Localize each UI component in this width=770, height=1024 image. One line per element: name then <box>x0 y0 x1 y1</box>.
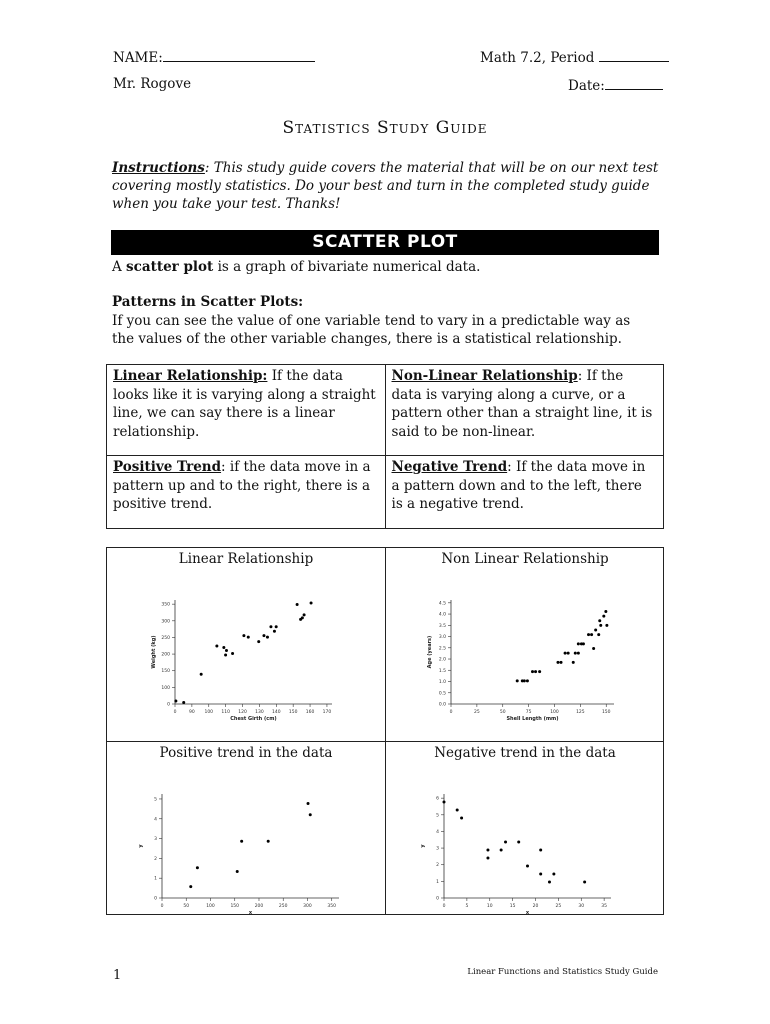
data-point <box>301 616 304 619</box>
data-point <box>303 613 306 616</box>
linear-text: If the data looks like it is varying along a straight line, we can say there is a linear relationship. <box>113 368 376 440</box>
instructions-label: Instructions <box>112 160 205 176</box>
nonlinear-scatter-chart <box>386 548 664 738</box>
chart-title: Non Linear Relationship <box>441 551 609 567</box>
y-tick-label: 0 <box>436 896 439 902</box>
data-point <box>526 679 529 682</box>
y-tick-label: 1.0 <box>438 680 446 686</box>
data-point <box>564 652 567 655</box>
x-tick-label: 0 <box>160 904 164 909</box>
chart-cell-positive <box>107 742 385 925</box>
x-tick-label: 75 <box>525 710 532 715</box>
x-tick-label: 100 <box>550 710 559 715</box>
y-axis-label: Weight (kg) <box>151 635 157 669</box>
positive-scatter-chart <box>107 742 385 914</box>
x-tick-label: 130 <box>255 710 264 715</box>
data-point <box>582 642 585 645</box>
y-tick-label: 0.0 <box>438 702 446 708</box>
chart-cell-negative <box>386 742 664 925</box>
data-point <box>572 661 575 664</box>
y-tick-label: 3.5 <box>438 623 446 629</box>
data-point <box>273 630 276 633</box>
data-point <box>587 633 590 636</box>
data-point <box>486 857 489 860</box>
period-blank[interactable] <box>599 47 669 62</box>
x-tick-label: 35 <box>601 904 608 909</box>
patterns-text: If you can see the value of one variable tend to vary in a predictable way as the values of the other variable changes, there is a statistical relationship. <box>112 313 631 347</box>
instructions <box>112 159 662 213</box>
x-axis-label: Chest Girth (cm) <box>230 716 277 722</box>
intro-rest: is a graph of bivariate numerical data. <box>213 259 481 275</box>
x-tick-label: 0 <box>442 904 446 909</box>
x-tick-label: 350 <box>327 904 337 909</box>
x-tick-label: 100 <box>206 904 215 909</box>
y-tick-label: 150 <box>161 669 170 675</box>
x-tick-label: 200 <box>254 904 264 909</box>
data-point <box>598 619 601 622</box>
x-tick-label: 170 <box>322 710 332 715</box>
scatter-examples-grid <box>106 547 664 915</box>
y-tick-label: 4.5 <box>438 601 446 607</box>
x-axis-label: x <box>248 910 253 914</box>
x-axis-label: Shell Length (mm) <box>506 716 559 722</box>
data-point <box>526 865 529 868</box>
data-point <box>174 700 177 703</box>
nonlinear-text: : If the data is varying along a curve, or a pattern other than a straight line, it is said to be non-linear. <box>391 368 653 440</box>
data-point <box>552 873 555 876</box>
x-tick-label: 0 <box>173 710 177 715</box>
data-point <box>604 610 607 613</box>
y-tick-label: 4 <box>436 829 439 835</box>
data-point <box>523 679 526 682</box>
y-tick-label: 2 <box>436 863 439 869</box>
data-point <box>215 645 218 648</box>
y-tick-label: 0.5 <box>438 691 446 697</box>
chart-title: Positive trend in the data <box>159 745 333 761</box>
data-point <box>309 813 312 816</box>
y-axis-label: y <box>138 844 144 848</box>
x-tick-label: 5 <box>465 904 469 909</box>
date-label: Date: <box>568 78 605 94</box>
data-point <box>602 615 605 618</box>
chart-title: Linear Relationship <box>178 551 314 567</box>
y-tick-label: 4.0 <box>438 612 446 618</box>
data-point <box>538 670 541 673</box>
data-point <box>262 634 265 637</box>
x-tick-label: 25 <box>474 710 480 715</box>
data-point <box>456 809 459 812</box>
data-point <box>605 624 608 627</box>
page-number: 1 <box>113 968 122 983</box>
y-tick-label: 350 <box>161 602 170 608</box>
positive-term: Positive Trend <box>113 459 222 475</box>
data-point <box>257 640 260 643</box>
x-tick-label: 120 <box>238 710 247 715</box>
data-point <box>517 841 520 844</box>
data-point <box>266 636 269 639</box>
data-point <box>182 701 185 704</box>
data-point <box>460 817 463 820</box>
y-tick-label: 1 <box>436 879 439 885</box>
y-tick-label: 3 <box>436 846 439 852</box>
section-banner: SCATTER PLOT <box>111 230 659 255</box>
negative-scatter-chart <box>386 742 664 914</box>
x-tick-label: 125 <box>576 710 585 715</box>
definitions-table <box>106 364 664 529</box>
chart-title: Negative trend in the data <box>434 745 616 761</box>
y-tick-label: 1 <box>154 876 157 882</box>
y-tick-label: 300 <box>161 619 170 625</box>
data-point <box>548 881 551 884</box>
x-tick-label: 10 <box>486 904 493 909</box>
teacher-name: Mr. Rogove <box>113 76 192 92</box>
x-tick-label: 50 <box>499 710 506 715</box>
data-point <box>590 633 593 636</box>
negative-term: Negative Trend <box>391 459 508 475</box>
name-label: NAME: <box>113 50 163 66</box>
data-point <box>242 634 245 637</box>
data-point <box>574 652 577 655</box>
data-point <box>224 653 227 656</box>
y-tick-label: 0 <box>167 702 170 708</box>
nonlinear-definition <box>385 365 664 456</box>
y-tick-label: 2.0 <box>438 657 446 663</box>
y-tick-label: 3.0 <box>438 635 446 641</box>
name-blank[interactable] <box>163 47 315 62</box>
x-tick-label: 50 <box>183 904 190 909</box>
footer-title: Linear Functions and Statistics Study Guide <box>467 967 658 977</box>
data-point <box>200 673 203 676</box>
y-tick-label: 5 <box>436 813 439 819</box>
positive-text: : if the data move in a pattern up and to the right, there is a positive trend. <box>113 459 371 512</box>
positive-definition <box>107 456 386 529</box>
y-tick-label: 5 <box>154 797 157 803</box>
data-point <box>236 870 239 873</box>
chart-cell-nonlinear <box>386 548 664 731</box>
intro-text <box>112 258 480 276</box>
y-axis-label: y <box>420 844 426 848</box>
y-tick-label: 4 <box>154 817 157 823</box>
x-tick-label: 90 <box>189 710 195 715</box>
x-tick-label: 20 <box>532 904 539 909</box>
data-point <box>560 661 563 664</box>
x-tick-label: 160 <box>305 710 315 715</box>
data-point <box>222 646 225 649</box>
data-point <box>500 849 503 852</box>
x-tick-label: 140 <box>271 710 281 715</box>
data-point <box>556 661 559 664</box>
data-point <box>231 652 234 655</box>
linear-scatter-chart <box>107 548 385 738</box>
data-point <box>504 841 507 844</box>
data-point <box>539 849 542 852</box>
data-point <box>443 801 446 804</box>
date-line <box>568 75 663 95</box>
y-tick-label: 3 <box>154 837 157 843</box>
data-point <box>240 840 243 843</box>
data-point <box>225 649 228 652</box>
x-tick-label: 0 <box>449 710 453 715</box>
data-point <box>196 866 199 869</box>
intro-a: A <box>112 259 127 275</box>
data-point <box>267 840 270 843</box>
data-point <box>307 802 310 805</box>
data-point <box>486 849 489 852</box>
y-tick-label: 2.5 <box>438 646 446 652</box>
class-label: Math 7.2, Period <box>480 50 595 66</box>
data-point <box>531 670 534 673</box>
data-point <box>583 881 586 884</box>
x-tick-label: 110 <box>221 710 230 715</box>
x-tick-label: 150 <box>288 710 298 715</box>
data-point <box>310 601 313 604</box>
data-point <box>599 624 602 627</box>
x-axis-label: x <box>525 910 530 914</box>
y-tick-label: 0 <box>154 896 157 902</box>
instructions-text: : This study guide covers the material that will be on our next test covering mostly statistics. Do your best and turn in the completed study guide when you take your test. Thanks! <box>112 160 659 212</box>
data-point <box>269 625 272 628</box>
y-tick-label: 2 <box>154 856 157 862</box>
name-line <box>113 47 315 67</box>
data-point <box>534 670 537 673</box>
data-point <box>296 603 299 606</box>
y-tick-label: 200 <box>161 652 170 658</box>
period-line <box>480 47 669 67</box>
negative-text: : If the data move in a pattern down and to the left, there is a negative trend. <box>391 459 646 512</box>
x-tick-label: 150 <box>601 710 611 715</box>
x-tick-label: 25 <box>555 904 562 909</box>
data-point <box>597 633 600 636</box>
intro-term: scatter plot <box>126 259 214 275</box>
page-title: Statistics Study Guide <box>282 118 488 138</box>
y-tick-label: 250 <box>161 635 170 641</box>
data-point <box>592 647 595 650</box>
chart-cell-linear <box>107 548 385 731</box>
date-blank[interactable] <box>605 75 663 90</box>
y-axis-label: Age (years) <box>427 635 433 669</box>
data-point <box>567 652 570 655</box>
data-point <box>594 629 597 632</box>
linear-term: Linear Relationship: <box>113 368 268 384</box>
patterns-heading: Patterns in Scatter Plots: <box>112 294 304 310</box>
data-point <box>189 885 192 888</box>
x-tick-label: 150 <box>230 904 240 909</box>
x-tick-label: 15 <box>509 904 516 909</box>
data-point <box>577 642 580 645</box>
nonlinear-term: Non-Linear Relationship <box>391 368 578 384</box>
x-tick-label: 250 <box>278 904 288 909</box>
y-tick-label: 1.5 <box>438 668 446 674</box>
data-point <box>577 652 580 655</box>
y-tick-label: 100 <box>161 685 170 691</box>
data-point <box>247 636 250 639</box>
negative-definition <box>385 456 664 529</box>
linear-definition <box>107 365 386 456</box>
y-tick-label: 6 <box>436 796 439 802</box>
data-point <box>516 679 519 682</box>
data-point <box>275 625 278 628</box>
data-point <box>539 873 542 876</box>
x-tick-label: 300 <box>303 904 312 909</box>
x-tick-label: 100 <box>204 710 214 715</box>
x-tick-label: 30 <box>578 904 585 909</box>
